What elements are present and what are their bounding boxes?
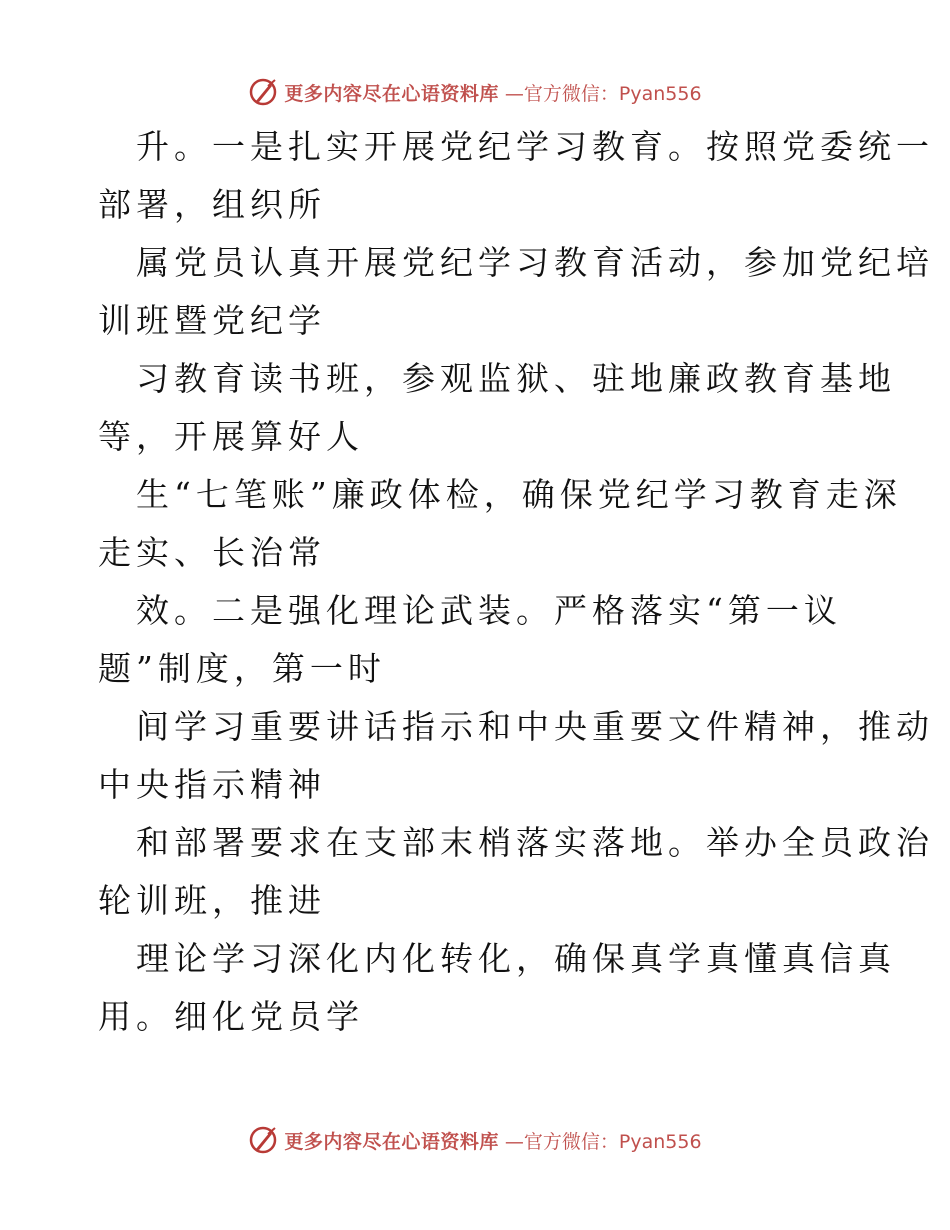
- watermark-main-text: 更多内容尽在心语资料库: [284, 1130, 499, 1153]
- body-line: 生“七笔账”廉政体检，确保党纪学习教育走深: [136, 475, 902, 514]
- watermark-wechat-text: —官方微信：Pyan556: [504, 82, 702, 105]
- body-line: 中央指示精神: [98, 765, 326, 804]
- body-line: 属党员认真开展党纪学习教育活动，参加党纪培: [136, 243, 934, 282]
- body-line: 部署，组织所: [98, 185, 326, 224]
- body-line: 训班暨党纪学: [98, 301, 326, 340]
- watermark-main-text: 更多内容尽在心语资料库: [284, 82, 499, 105]
- body-line: 效。二是强化理论武装。严格落实“第一议: [136, 591, 842, 630]
- body-line: 等，开展算好人: [98, 417, 364, 456]
- watermark-footer: [0, 1120, 950, 1160]
- body-line: 和部署要求在支部末梢落实落地。举办全员政治: [136, 823, 934, 862]
- body-line: 轮训班，推进: [98, 881, 326, 920]
- watermark-header: [0, 72, 950, 112]
- body-line: 走实、长治常: [98, 533, 326, 572]
- quill-pen-icon: [248, 1125, 278, 1155]
- body-line: 升。一是扎实开展党纪学习教育。按照党委统一: [136, 127, 934, 166]
- watermark-wechat-text: —官方微信：Pyan556: [504, 1130, 702, 1153]
- body-line: 理论学习深化内化转化，确保真学真懂真信真: [136, 939, 896, 978]
- body-line: 题”制度，第一时: [98, 649, 386, 688]
- body-line: 间学习重要讲话指示和中央重要文件精神，推动: [136, 707, 934, 746]
- body-line: 用。细化党员学: [98, 997, 364, 1036]
- document-body: [98, 118, 934, 1046]
- quill-pen-icon: [248, 77, 278, 107]
- body-line: 习教育读书班，参观监狱、驻地廉政教育基地: [136, 359, 896, 398]
